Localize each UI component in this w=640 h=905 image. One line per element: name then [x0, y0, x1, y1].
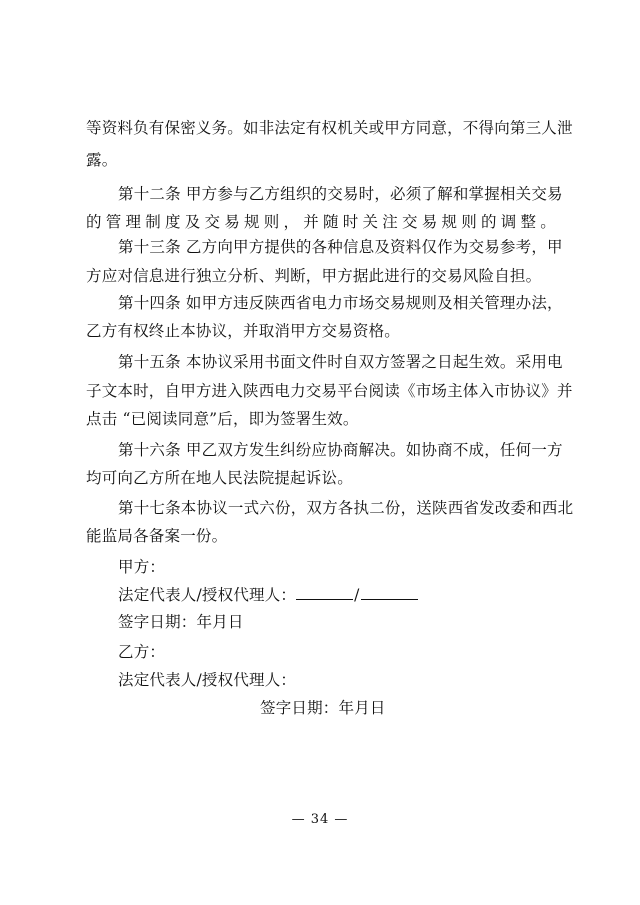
signature-separator: /: [354, 586, 360, 604]
signature-blank: [361, 585, 418, 600]
article-12-line: 的管理制度及交易规则，并随时关注交易规则的调整。: [86, 213, 556, 231]
party-b-representative: 法定代表人/授权代理人：: [118, 671, 297, 689]
article-15-line: 子文本时，自甲方进入陕西电力交易平台阅读《市场主体入市协议》并: [86, 382, 573, 400]
article-13-line: 方应对信息进行独立分析、判断，甲方据此进行的交易风险自担。: [86, 267, 542, 285]
article-15-line: 点击 “已阅读同意”后，即为签署生效。: [86, 410, 359, 428]
article-16-line: 均可向乙方所在地人民法院提起诉讼。: [86, 469, 353, 487]
party-a-label: 甲方：: [118, 558, 166, 576]
signature-blank: [296, 585, 353, 600]
page-number: — 34 —: [291, 812, 349, 827]
paragraph-line: 露。: [86, 151, 118, 169]
article-14-line: 第十四条 如甲方违反陕西省电力市场交易规则及相关管理办法，: [118, 294, 563, 312]
party-b-label: 乙方：: [118, 643, 166, 661]
party-a-sign-date: 签字日期：年月日: [118, 613, 244, 631]
article-13-line: 第十三条 乙方向甲方提供的各种信息及资料仅作为交易参考，甲: [118, 238, 563, 256]
article-16-line: 第十六条 甲乙双方发生纠纷应协商解决。如协商不成，任何一方: [118, 441, 563, 459]
article-12-line: 第十二条 甲方参与乙方组织的交易时，必须了解和掌握相关交易: [118, 185, 563, 203]
article-15-line: 第十五条 本协议采用书面文件时自双方签署之日起生效。采用电: [118, 353, 563, 371]
article-14-line: 乙方有权终止本协议，并取消甲方交易资格。: [86, 322, 401, 340]
paragraph-line: 等资料负有保密义务。如非法定有权机关或甲方同意，不得向第三人泄: [86, 119, 573, 137]
party-a-representative: [118, 585, 556, 605]
party-b-sign-date: 签字日期：年月日: [260, 699, 386, 717]
article-17-line: 能监局各备案一份。: [86, 527, 228, 545]
party-a-representative-label: 法定代表人/授权代理人：: [118, 586, 297, 604]
article-17-line: 第十七条本协议一式六份，双方各执二份，送陕西省发改委和西北: [118, 499, 574, 517]
